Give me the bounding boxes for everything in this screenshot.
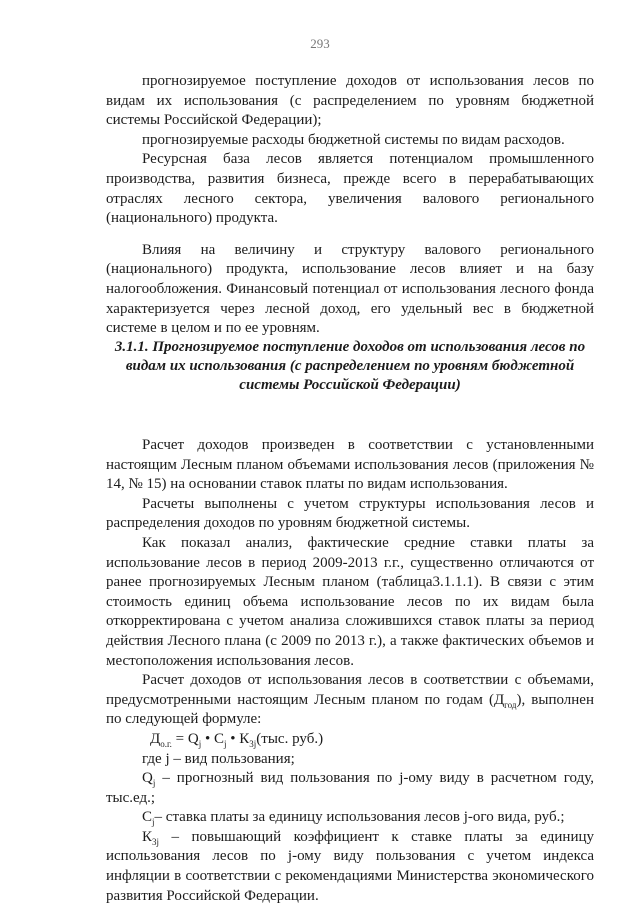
body-paragraph-1: Расчет доходов произведен в соответствии с установленными настоящим Лесным планом объемами использования лесов (приложения № 14, № 15) на основании ставок платы по видам использования. <box>106 437 594 493</box>
def-k-sub: 3j <box>152 836 160 847</box>
def-c-symbol: С <box>142 809 153 826</box>
def-c-text: – ставка платы за единицу использования лесов j-ого вида, руб.; <box>154 809 565 826</box>
formula-eq: = Q <box>171 730 199 747</box>
body-section <box>106 436 594 906</box>
intro-list-item-2: прогнозируемые расходы бюджетной системы по видам расходов. <box>142 131 565 148</box>
year-subscript: год <box>504 699 517 710</box>
page-number: 293 <box>310 36 330 51</box>
intro-section <box>106 72 594 339</box>
def-c-sub: j <box>152 817 155 828</box>
formula-mid2: • К <box>226 730 250 747</box>
section-heading: 3.1.1. Прогнозируемое поступление доходов от использования лесов по видам их использования (с распределением по уровням бюджетной системы Российской Федерации) <box>114 339 586 393</box>
formula-k-sub: 3j <box>249 738 257 749</box>
definition-k <box>106 828 594 906</box>
formula-lhs-sub: о.г. <box>160 738 172 749</box>
def-q-sub: j <box>152 778 156 789</box>
def-q-symbol: Q <box>142 770 153 787</box>
def-k-symbol: К <box>142 828 153 845</box>
where-line: где j – вид пользования; <box>142 750 295 767</box>
formula-c-sub: j <box>224 738 227 749</box>
formula <box>106 730 594 750</box>
formula-q-sub: j <box>198 738 202 749</box>
body-paragraph-4-end: ), выполнен по следующей формуле: <box>106 691 594 728</box>
body-paragraph-4 <box>106 671 594 730</box>
body-paragraph-4-start: Расчет доходов от использования лесов в соответствии с объемами, предусмотренными настоящим Лесным планом по годам (Д <box>106 672 594 708</box>
body-paragraph-2: Расчеты выполнены с учетом структуры использования лесов и распределения доходов по уровням бюджетной системы. <box>106 495 594 532</box>
definition-c <box>106 808 594 828</box>
def-q-text: – прогнозный вид пользования по j-ому виду в расчетном году, тыс.ед.; <box>106 770 594 806</box>
intro-paragraph-2: Влияя на величину и структуру валового регионального (национального) продукта, использование лесов влияет и на базу налогообложения. Финансовый потенциал от использования лесного фонда характеризуется через лесной доход, его удельный вес в бюджетной системе в целом и по ее уровням. <box>106 241 594 337</box>
def-k-text: – повышающий коэффициент к ставке платы за единицу использования лесов по j-ому виду пользования с учетом индекса инфляции в соответствии с рекомендациями Министерства экономического развития Российской Федерации. <box>106 828 594 904</box>
intro-paragraph-1: Ресурсная база лесов является потенциалом промышленного производства, развития бизнеса, прежде всего в перерабатывающих отраслях лесного сектора, увеличения валового регионального (национального) продукта. <box>106 151 594 227</box>
formula-tail: (тыс. руб.) <box>256 730 324 747</box>
body-paragraph-3: Как показал анализ, фактические средние ставки платы за использование лесов в период 2009-2013 г.г., существенно отличаются от ранее прогнозируемых Лесным планом (таблица3.1.1.1). В связи с этим стоимость единиц объема использование лесов по их видам была откорректирована с учетом анализа сложившихся ставок платы за период действия Лесного плана (с 2009 по 2013 г.), а также фактических объемов и местоположения использования лесов. <box>106 534 594 669</box>
formula-mid: • С <box>201 730 224 747</box>
formula-lhs: Д <box>150 730 161 747</box>
intro-list-item-1: прогнозируемое поступление доходов от использования лесов по видам их использования (с распределением по уровням бюджетной системы Российской Федерации); <box>106 73 594 129</box>
definition-q <box>106 769 594 808</box>
